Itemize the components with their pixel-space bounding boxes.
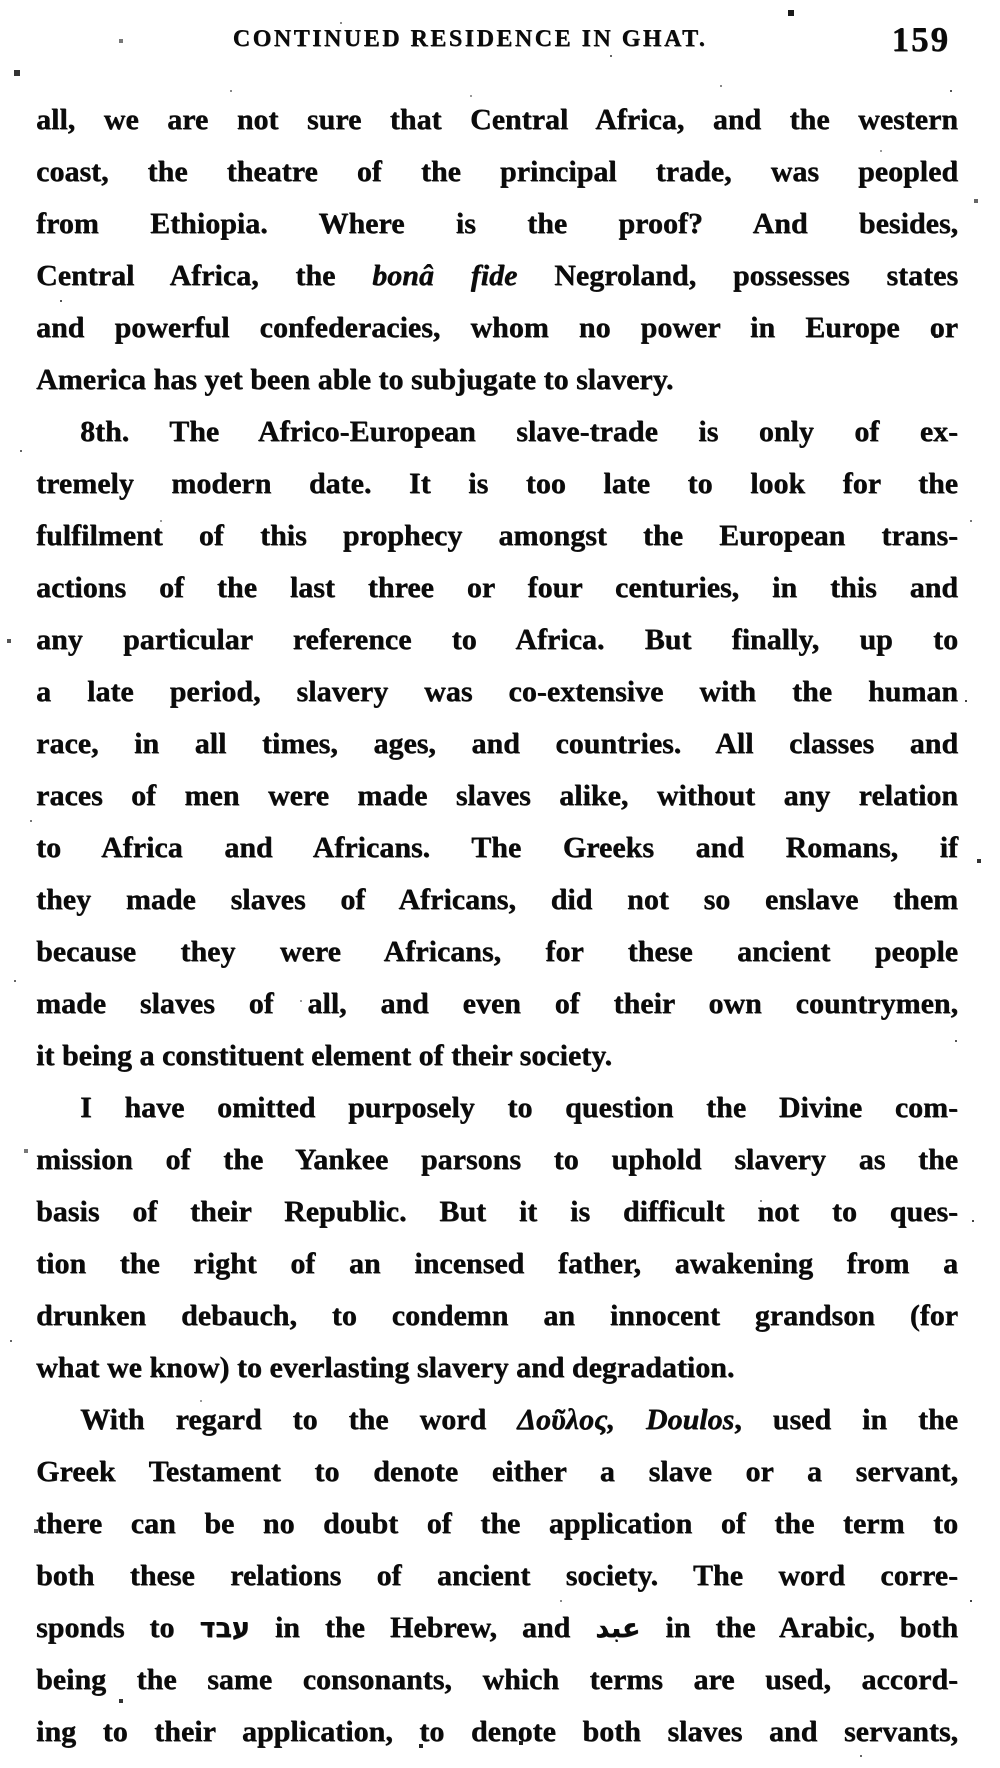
text-run: I have omitted purposely to question the Divine com- bbox=[80, 1091, 958, 1124]
paragraph bbox=[36, 406, 958, 1082]
text-line bbox=[36, 1706, 958, 1758]
text-run: in the Arabic, both bbox=[640, 1611, 959, 1644]
text-line bbox=[36, 1082, 958, 1134]
text-run: because they were Africans, for these ancient people bbox=[36, 935, 958, 968]
text-run: it being a constituent element of their society. bbox=[36, 1039, 613, 1072]
text-run: any particular reference to Africa. But finally, up to bbox=[36, 623, 958, 656]
text-run: Greek Testament to denote either a slave or a servant, bbox=[36, 1455, 958, 1488]
arabic-word: عبد bbox=[595, 1613, 641, 1644]
running-title: CONTINUED RESIDENCE IN GHAT. bbox=[232, 26, 708, 52]
text-line bbox=[36, 1602, 958, 1654]
text-line bbox=[36, 1394, 958, 1446]
text-line bbox=[36, 1654, 958, 1706]
text-line bbox=[36, 614, 958, 666]
text-line bbox=[36, 1446, 958, 1498]
text-run: and powerful confederacies, whom no power in Europe or bbox=[36, 311, 958, 344]
text-run: Central Africa, the bbox=[36, 259, 373, 292]
text-line bbox=[36, 822, 958, 874]
text-run: drunken debauch, to condemn an innocent grandson (for bbox=[36, 1299, 958, 1332]
text-run: in the Hebrew, and bbox=[249, 1611, 596, 1644]
text-run: mission of the Yankee parsons to uphold slavery as the bbox=[36, 1143, 958, 1176]
text-line bbox=[36, 926, 958, 978]
hebrew-word: עבד bbox=[199, 1613, 250, 1644]
italic-text: bonâ fide bbox=[372, 259, 518, 292]
text-run: ing to their application, to denote both slaves and servants, bbox=[36, 1715, 958, 1748]
paragraph bbox=[36, 1082, 958, 1394]
italic-text: Δοῦλος, Doulos bbox=[517, 1403, 735, 1436]
text-line bbox=[36, 354, 958, 406]
text-line bbox=[36, 1238, 958, 1290]
text-run: a late period, slavery was co-extensive with the human bbox=[36, 675, 958, 708]
text-line bbox=[36, 1550, 958, 1602]
text-run: tremely modern date. It is too late to look for the bbox=[36, 467, 958, 500]
text-run: sponds to bbox=[36, 1611, 200, 1644]
text-line bbox=[36, 302, 958, 354]
text-line bbox=[36, 406, 958, 458]
text-run: With regard to the word bbox=[80, 1403, 518, 1436]
text-run: Negroland, possesses states bbox=[517, 259, 959, 292]
text-line bbox=[36, 1342, 958, 1394]
text-line bbox=[36, 1134, 958, 1186]
page-number: 159 bbox=[891, 20, 950, 59]
text-line bbox=[36, 874, 958, 926]
text-line bbox=[36, 1498, 958, 1550]
scan-noise bbox=[0, 0, 2, 2]
text-line bbox=[36, 458, 958, 510]
text-run: basis of their Republic. But it is difficult not to ques- bbox=[36, 1195, 958, 1228]
text-line bbox=[36, 510, 958, 562]
text-run: tion the right of an incensed father, awakening from a bbox=[36, 1247, 958, 1280]
text-run: to Africa and Africans. The Greeks and Romans, if bbox=[36, 831, 958, 864]
text-line bbox=[36, 666, 958, 718]
text-run: from Ethiopia. Where is the proof? And besides, bbox=[36, 207, 958, 240]
text-run: race, in all times, ages, and countries. All classes and bbox=[36, 727, 958, 760]
page-header bbox=[0, 20, 1000, 70]
text-run: races of men were made slaves alike, without any relation bbox=[36, 779, 958, 812]
text-run: there can be no doubt of the application of the term to bbox=[36, 1507, 958, 1540]
text-line bbox=[36, 978, 958, 1030]
text-run: what we know) to everlasting slavery and degradation. bbox=[36, 1351, 735, 1384]
text-line bbox=[36, 198, 958, 250]
paragraph bbox=[36, 94, 958, 406]
text-run: 8th. The Africo-European slave-trade is only of ex- bbox=[80, 415, 958, 448]
text-run: fulfilment of this prophecy amongst the European trans- bbox=[36, 519, 958, 552]
paragraph bbox=[36, 1394, 958, 1758]
page-body bbox=[36, 94, 958, 1758]
text-run: both these relations of ancient society. The word corre- bbox=[36, 1559, 958, 1592]
text-run: actions of the last three or four centuries, in this and bbox=[36, 571, 958, 604]
text-line bbox=[36, 250, 958, 302]
text-line bbox=[36, 1290, 958, 1342]
text-run: made slaves of all, and even of their own countrymen, bbox=[36, 987, 958, 1020]
text-run: being the same consonants, which terms are used, accord- bbox=[36, 1663, 958, 1696]
text-line bbox=[36, 562, 958, 614]
text-line bbox=[36, 1186, 958, 1238]
text-run: America has yet been able to subjugate to slavery. bbox=[36, 363, 674, 396]
text-line bbox=[36, 146, 958, 198]
text-run: all, we are not sure that Central Africa, and the western bbox=[36, 103, 958, 136]
text-line bbox=[36, 770, 958, 822]
text-line bbox=[36, 1030, 958, 1082]
text-run: , used in the bbox=[734, 1403, 958, 1436]
text-run: coast, the theatre of the principal trade, was peopled bbox=[36, 155, 958, 188]
text-run: they made slaves of Africans, did not so enslave them bbox=[36, 883, 958, 916]
text-line bbox=[36, 718, 958, 770]
text-line bbox=[36, 94, 958, 146]
